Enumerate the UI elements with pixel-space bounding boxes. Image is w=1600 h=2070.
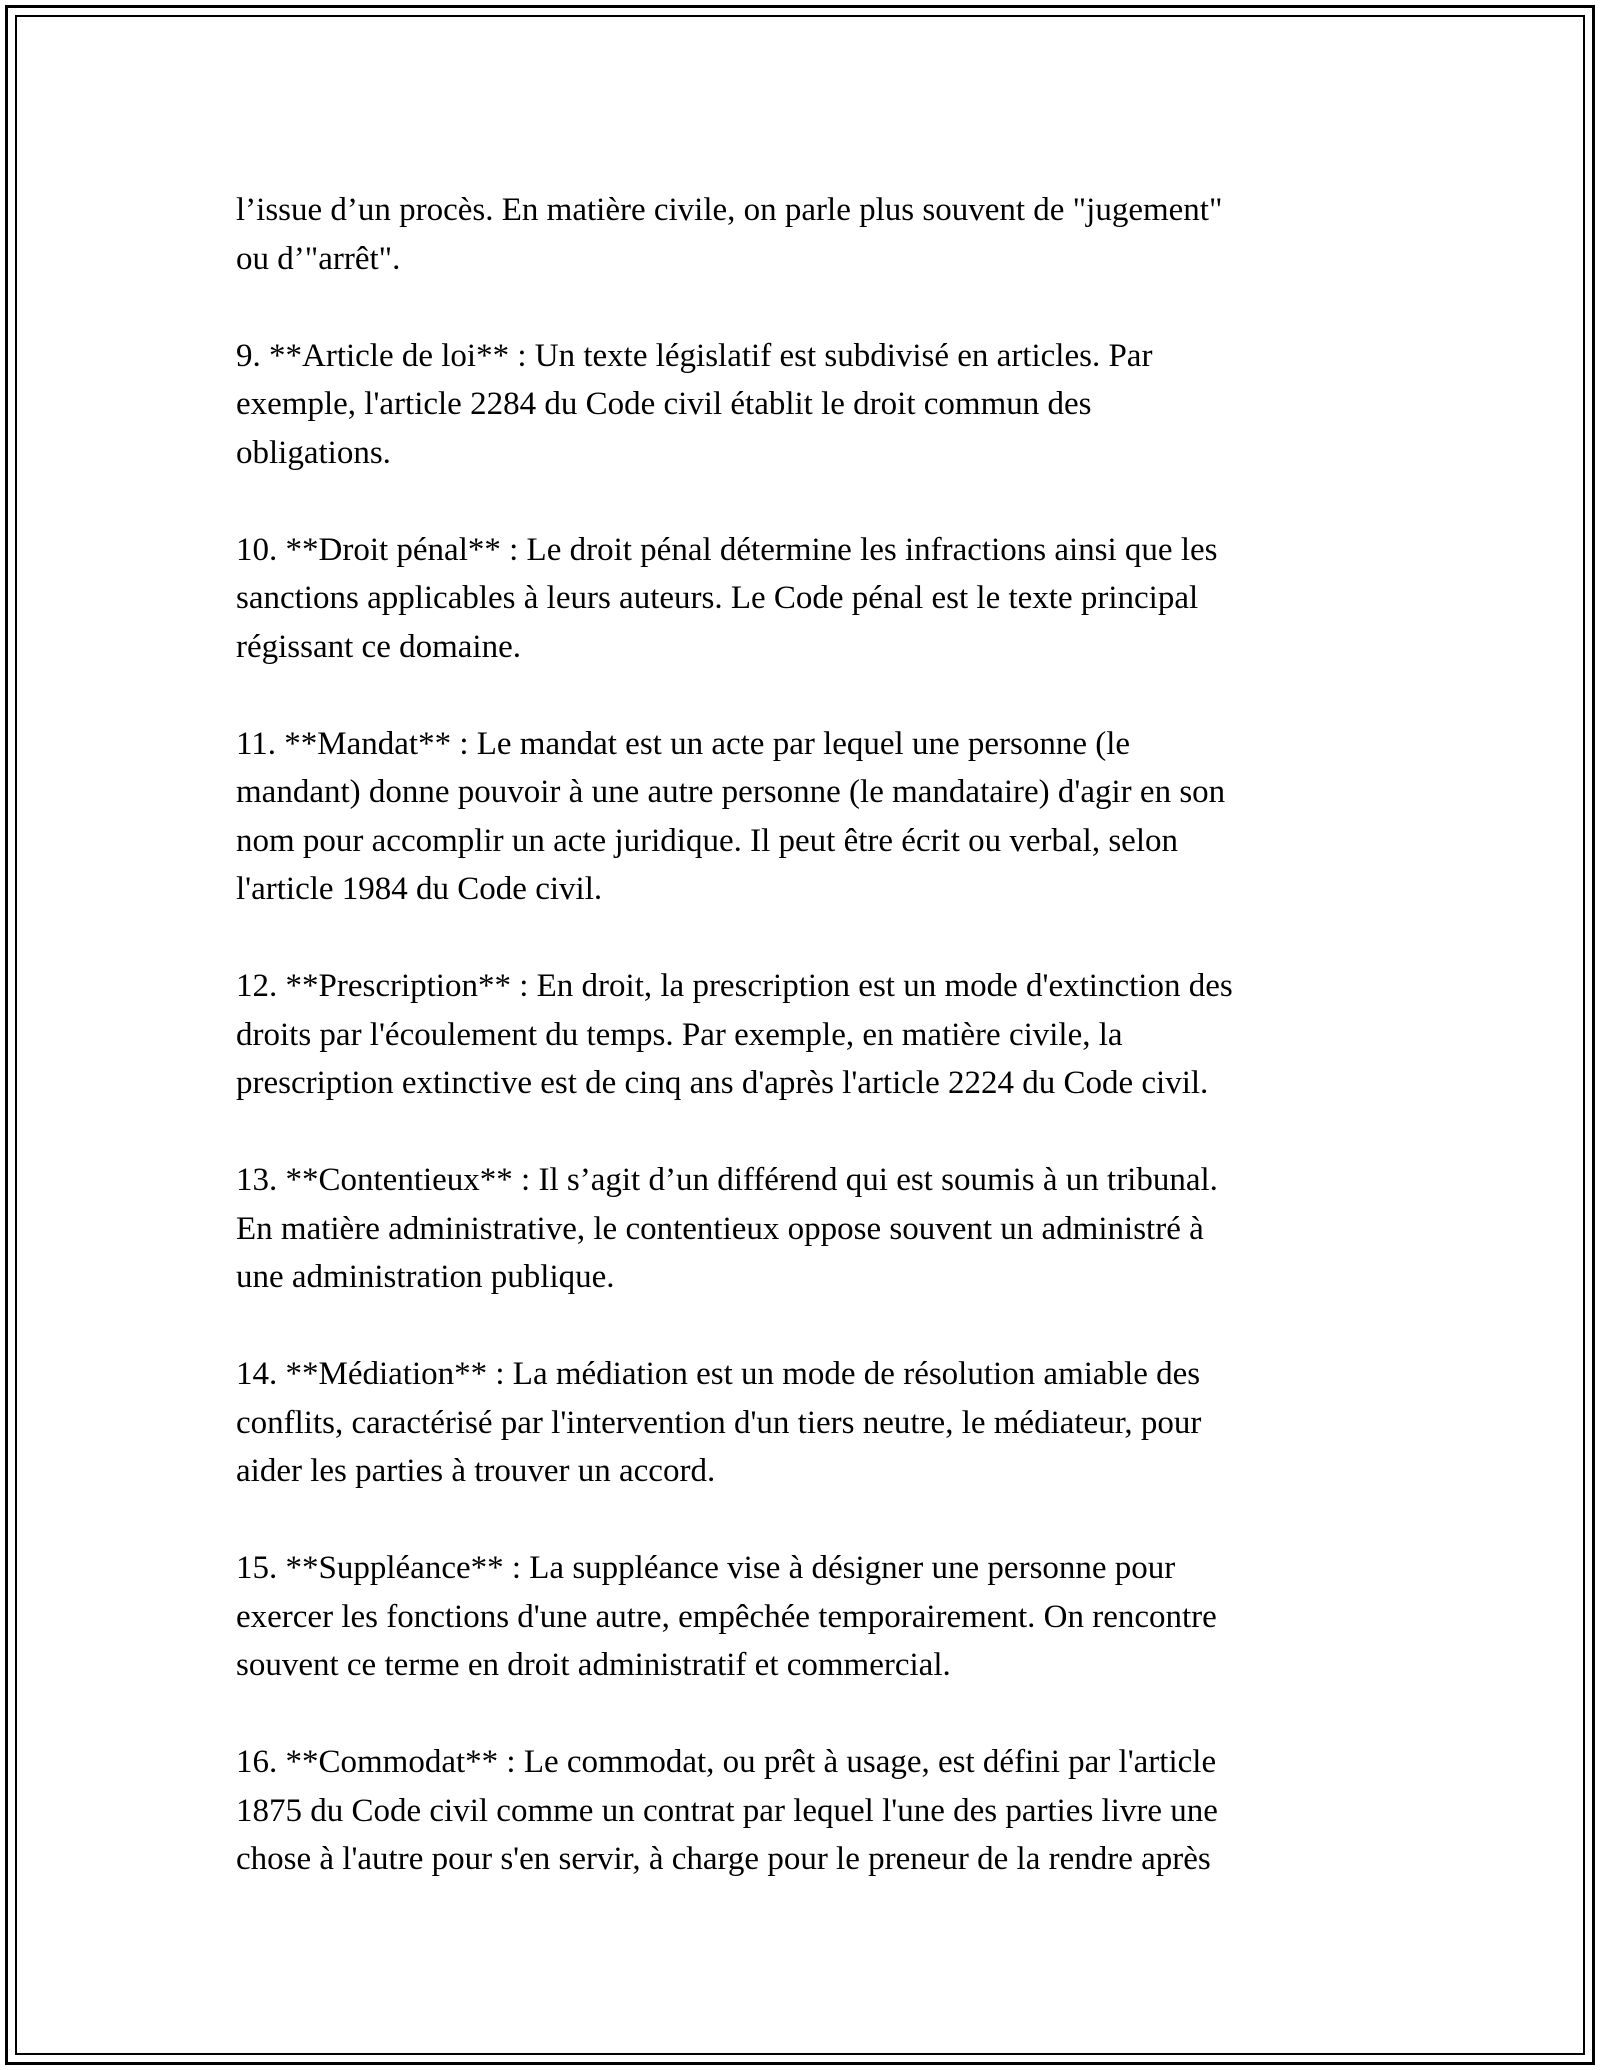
paragraph-mediation: 14. **Médiation** : La médiation est un mode de résolution amiable des conflits, caractérisé par l'intervention d'un tiers neutre, le médiateur, pour aider les parties à trouver un accord.: [236, 1356, 1202, 1489]
paragraph-prescription: 12. **Prescription** : En droit, la prescription est un mode d'extinction des droits par l'écoulement du temps. Par exemple, en matière civile, la prescription extinctive est de cinq ans d'après l'article 2224 du Code civil.: [236, 968, 1233, 1101]
document-body: [236, 186, 1366, 1932]
paragraph-suppleance: 15. **Suppléance** : La suppléance vise à désigner une personne pour exercer les fonctions d'une autre, empêchée temporairement. On rencontre souvent ce terme en droit administratif et commercial.: [236, 1550, 1217, 1683]
paragraph-mandat: 11. **Mandat** : Le mandat est un acte par lequel une personne (le mandant) donne pouvoir à une autre personne (le mandataire) d'agir en son nom pour accomplir un acte juridique. Il peut être écrit ou verbal, selon l'article 1984 du Code civil.: [236, 725, 1226, 907]
paragraph-continuation: l’issue d’un procès. En matière civile, on parle plus souvent de "jugement" ou d’"arrêt".: [236, 192, 1223, 277]
paragraph-contentieux: 13. **Contentieux** : Il s’agit d’un différend qui est soumis à un tribunal. En matière administrative, le contentieux oppose souvent un administré à une administration publique.: [236, 1162, 1218, 1295]
paragraph-article-de-loi: 9. **Article de loi** : Un texte législatif est subdivisé en articles. Par exemple, l'article 2284 du Code civil établit le droit commun des obligations.: [236, 337, 1153, 471]
paragraph-droit-penal: 10. **Droit pénal** : Le droit pénal détermine les infractions ainsi que les sanctions applicables à leurs auteurs. Le Code pénal est le texte principal régissant ce domaine.: [236, 531, 1218, 665]
paragraph-commodat: 16. **Commodat** : Le commodat, ou prêt à usage, est défini par l'article 1875 du Code civil comme un contrat par lequel l'une des parties livre une chose à l'autre pour s'en servir, à charge pour le preneur de la rendre après: [236, 1744, 1218, 1877]
